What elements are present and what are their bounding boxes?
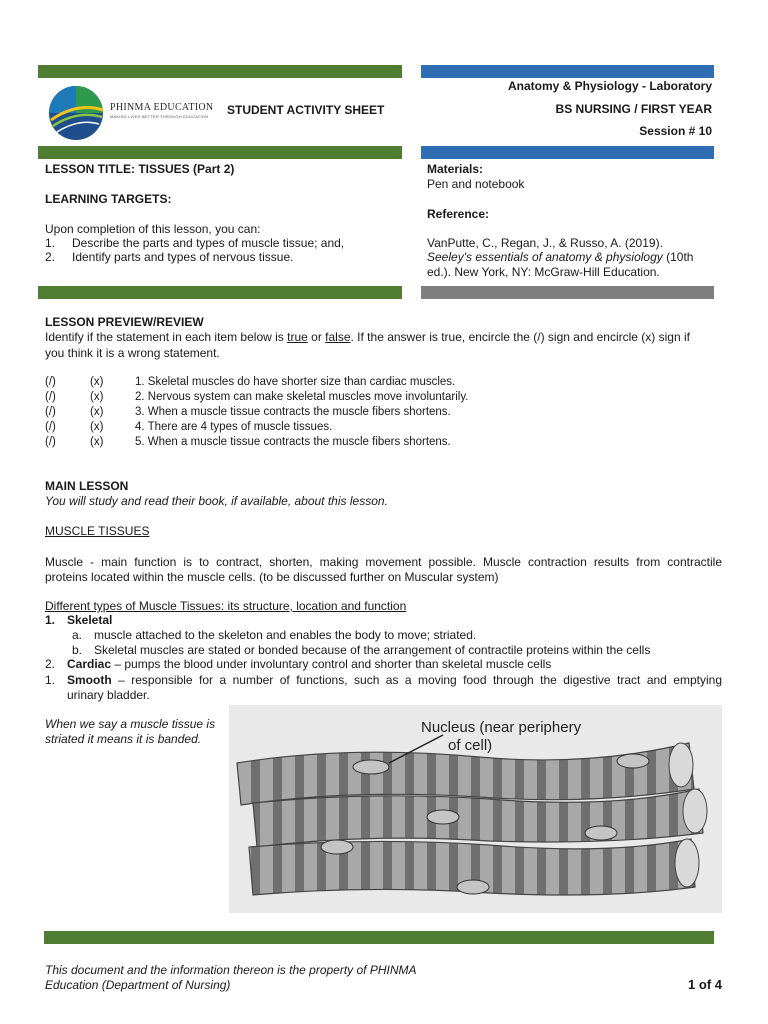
learning-targets-intro: Upon completion of this lesson, you can: <box>45 222 261 236</box>
brand-tagline: MAKING LIVES BETTER THROUGH EDUCATION <box>110 114 209 119</box>
instr-b: . If the answer is true, encircle the (/) sign and encircle (x) sign if <box>350 330 690 344</box>
item-text: 3. When a muscle tissue contracts the muscle fibers shortens. <box>135 406 451 418</box>
preview-instruction-line-2: you think it is a wrong statement. <box>45 346 220 360</box>
item-text: 2. Nervous system can make skeletal muscles move involuntarily. <box>135 391 469 403</box>
check-sign[interactable]: (/) <box>45 391 56 403</box>
learning-targets-heading: LEARNING TARGETS: <box>45 192 172 206</box>
section-bar-right <box>421 286 714 299</box>
reference-title-line <box>427 250 693 264</box>
figure-label-1: Nucleus (near periphery <box>421 719 582 736</box>
instr-a: Identify if the statement in each item below is <box>45 330 288 344</box>
footer-note-line-1: This document and the information thereon is the property of PHINMA <box>45 963 417 977</box>
cardiac-num: 2. <box>45 657 56 671</box>
muscle-figure <box>229 705 722 913</box>
cross-sign[interactable]: (x) <box>90 436 104 448</box>
reference-authors: VanPutte, C., Regan, J., & Russo, A. (2019). <box>427 236 663 250</box>
skeletal-label: Skeletal <box>67 613 113 627</box>
skeletal-b-text: Skeletal muscles are stated or bonded because of the arrangement of contractile proteins within the cells <box>94 643 651 657</box>
phinma-logo-icon <box>47 84 105 142</box>
smooth-text: – responsible for a number of functions, such as a moving food through the digestive tract and emptying <box>111 673 722 687</box>
types-heading: Different types of Muscle Tissues: its structure, location and function <box>45 599 407 613</box>
figure-label-2: of cell) <box>448 737 493 754</box>
target-2-num: 2. <box>45 250 56 264</box>
skeletal-a-text: muscle attached to the skeleton and enables the body to move; striated. <box>94 628 477 642</box>
cross-sign[interactable]: (x) <box>90 391 104 403</box>
check-sign[interactable]: (/) <box>45 436 56 448</box>
smooth-num: 1. <box>45 673 56 687</box>
cardiac-label: Cardiac <box>67 657 112 671</box>
header-bar-right <box>421 65 714 78</box>
preview-heading: LESSON PREVIEW/REVIEW <box>45 315 204 329</box>
page-number: 1 of 4 <box>688 977 722 992</box>
cross-sign[interactable]: (x) <box>90 406 104 418</box>
smooth-text-2: urinary bladder. <box>67 688 150 702</box>
cardiac-line <box>67 657 551 671</box>
muscle-tissues-heading: MUSCLE TISSUES <box>45 524 150 538</box>
check-sign[interactable]: (/) <box>45 421 56 433</box>
item-text: 1. Skeletal muscles do have shorter size than cardiac muscles. <box>135 376 456 388</box>
sheet-title: STUDENT ACTIVITY SHEET <box>227 103 385 117</box>
header-bar-left <box>38 65 402 78</box>
instr-false: false <box>325 330 351 344</box>
skeletal-a-num: a. <box>72 628 83 642</box>
muscle-paragraph-line-1: Muscle - main function is to contract, shorten, making movement possible. Muscle contraction results from contractile <box>45 555 722 569</box>
reference-title: Seeley's essentials of anatomy & physiology <box>427 250 663 264</box>
footer-bar <box>44 931 714 944</box>
cross-sign[interactable]: (x) <box>90 421 104 433</box>
target-1-num: 1. <box>45 236 56 250</box>
item-text: 4. There are 4 types of muscle tissues. <box>135 421 333 433</box>
cardiac-text: – pumps the blood under involuntary control and shorter than skeletal muscle cells <box>111 657 552 671</box>
reference-edition: (10th <box>662 250 694 264</box>
divider-bar-left <box>38 146 402 159</box>
materials-value: Pen and notebook <box>427 177 525 191</box>
smooth-label: Smooth <box>67 673 112 687</box>
skeletal-num: 1. <box>45 613 56 627</box>
divider-bar-right <box>421 146 714 159</box>
smooth-line <box>67 673 722 687</box>
striated-note: When we say a muscle tissue is striated it means it is banded. <box>45 717 216 746</box>
reference-heading: Reference: <box>427 207 490 221</box>
muscle-paragraph-line-2: proteins located within the muscle cells. (to be discussed further on Muscular system) <box>45 570 499 584</box>
skeletal-b-num: b. <box>72 643 83 657</box>
cross-sign[interactable]: (x) <box>90 376 104 388</box>
brand-name: PHINMA EDUCATION <box>110 102 214 113</box>
target-1-text: Describe the parts and types of muscle tissue; and, <box>72 236 345 250</box>
preview-instruction-line-1 <box>45 330 690 344</box>
main-lesson-heading: MAIN LESSON <box>45 479 129 493</box>
course-name: Anatomy & Physiology - Laboratory <box>507 79 712 93</box>
item-text: 5. When a muscle tissue contracts the muscle fibers shortens. <box>135 436 451 448</box>
session-number: Session # 10 <box>639 124 712 138</box>
instr-true: true <box>287 330 308 344</box>
footer-note-line-2: Education (Department of Nursing) <box>45 978 231 992</box>
section-bar-left <box>38 286 402 299</box>
lesson-title: LESSON TITLE: TISSUES (Part 2) <box>45 162 235 176</box>
instr-or: or <box>307 330 326 344</box>
phinma-logo <box>47 84 105 142</box>
check-sign[interactable]: (/) <box>45 406 56 418</box>
reference-rest: ed.). New York, NY: McGraw-Hill Education. <box>427 265 660 279</box>
main-lesson-subtitle: You will study and read their book, if available, about this lesson. <box>45 494 388 508</box>
materials-heading: Materials: <box>427 162 484 176</box>
target-2-text: Identify parts and types of nervous tissue. <box>72 250 294 264</box>
program-name: BS NURSING / FIRST YEAR <box>555 102 712 116</box>
check-sign[interactable]: (/) <box>45 376 56 388</box>
